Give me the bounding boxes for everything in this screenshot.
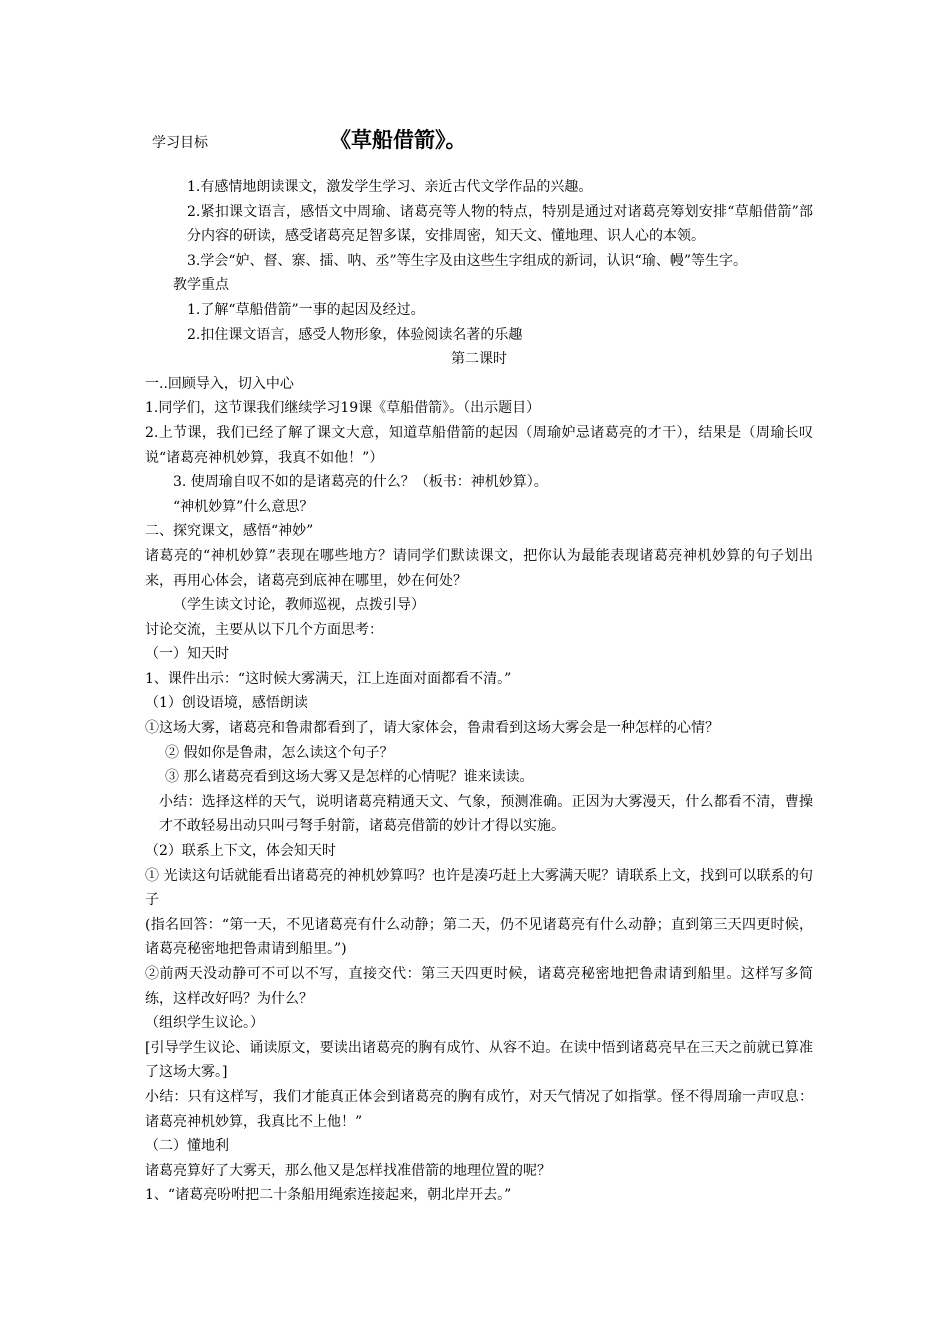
text-line: ② 假如你是鲁肃，怎么读这个句子？ xyxy=(165,744,394,761)
document-header xyxy=(0,124,950,160)
text-line: 小结：选择这样的天气，说明诸葛亮精通天文、气象，预测准确。正因为大雾漫天，什么都看不清，曹操才不敢轻易出动只叫弓弩手射箭，诸葛亮借箭的妙计才得以实施。 xyxy=(159,793,813,835)
text-line: [引导学生议论、诵读原文，要读出诸葛亮的胸有成竹、从容不迫。在读中悟到诸葛亮早在三天之前就已算准了这场大雾。] xyxy=(145,1039,813,1081)
document-title: 《草船借箭》。 xyxy=(330,127,467,152)
text-line: 1.有感情地朗读课文，激发学生学习、亲近古代文学作品的兴趣。 xyxy=(187,179,593,195)
text-line: 诸葛亮算好了大雾天，那么他又是怎样找准借箭的地理位置的呢？ xyxy=(145,1162,551,1179)
text-line: 小结：只有这样写，我们才能真正体会到诸葛亮的胸有成竹，对天气情况了如指掌。怪不得周瑜一声叹息：诸葛亮神机妙算，我真比不上他！” xyxy=(145,1088,813,1130)
text-line: （一）知天时 xyxy=(145,646,229,663)
text-line: 1.了解“草船借箭”一事的起因及经过。 xyxy=(187,301,425,318)
text-line: ①这场大雾，诸葛亮和鲁肃都看到了，请大家体会，鲁肃看到这场大雾会是一种怎样的心情？ xyxy=(145,720,719,737)
text-line: 2.上节课，我们已经了解了课文大意，知道草船借箭的起因（周瑜妒忌诸葛亮的才干），结果是（周瑜长叹说“诸葛亮神机妙算，我真不如他！”） xyxy=(145,424,813,466)
text-line: 一..回顾导入，切入中心 xyxy=(145,375,294,392)
text-line: 2.紧扣课文语言，感悟文中周瑜、诸葛亮等人物的特点，特别是通过对诸葛亮筹划安排“草船借箭”部分内容的研读，感受诸葛亮足智多谋，安排周密，知天文、懂地理、识人心的本领。 xyxy=(187,203,813,245)
text-line: （二）懂地利 xyxy=(145,1138,229,1155)
learning-goals-label: 学习目标 xyxy=(152,135,208,151)
text-line: 1、课件出示：“这时候大雾满天，江上连面对面都看不清。” xyxy=(145,670,512,687)
text-line: 2.扣住课文语言，感受人物形象，体验阅读名著的乐趣 xyxy=(187,326,523,343)
text-line: 第二课时 xyxy=(451,351,507,368)
text-line: ②前两天没动静可不可以不写，直接交代：第三天四更时候，诸葛亮秘密地把鲁肃请到船里。这样写多简练，这样改好吗？为什么？ xyxy=(145,966,813,1007)
text-line: 3. 使周瑜自叹不如的是诸葛亮的什么？（板书：神机妙算）。 xyxy=(173,474,548,491)
text-line: 3.学会“妒、督、寨、擂、呐、丞”等生字及由这些生字组成的新词，认识“瑜、幔”等生字。 xyxy=(187,252,747,269)
text-line: （1）创设语境，感悟朗读 xyxy=(145,695,308,712)
text-line: 讨论交流，主要从以下几个方面思考： xyxy=(145,621,383,638)
text-line: “神机妙算”什么意思？ xyxy=(173,498,314,515)
text-line: （学生读文讨论，教师巡视，点拨引导） xyxy=(173,597,425,614)
text-line: 诸葛亮的“神机妙算”表现在哪些地方？请同学们默读课文，把你认为最能表现诸葛亮神机妙算的句子划出来，再用心体会，诸葛亮到底神在哪里，妙在何处？ xyxy=(145,547,813,589)
text-line: （2）联系上下文，体会知天时 xyxy=(145,843,336,860)
text-line: （组织学生议论。） xyxy=(145,1015,264,1032)
text-line: ③ 那么诸葛亮看到这场大雾又是怎样的心情呢？谁来读读。 xyxy=(165,769,534,786)
text-line: 教学重点 xyxy=(173,277,229,294)
text-line: 1.同学们，这节课我们继续学习19课《草船借箭》。（出示题目） xyxy=(145,400,541,417)
document-body xyxy=(145,175,813,1208)
text-line: ① 光读这句话就能看出诸葛亮的神机妙算吗？也许是凑巧赶上大雾满天呢？请联系上文，找到可以联系的句子 xyxy=(145,867,813,909)
text-line: 二、探究课文，感悟“神妙” xyxy=(145,523,314,540)
text-line: 1、“诸葛亮吩咐把二十条船用绳索连接起来，朝北岸开去。” xyxy=(145,1187,512,1204)
text-line: (指名回答：“第一天，不见诸葛亮有什么动静；第二天，仍不见诸葛亮有什么动静；直到第三天四更时候，诸葛亮秘密地把鲁肃请到船里。”) xyxy=(145,916,813,958)
